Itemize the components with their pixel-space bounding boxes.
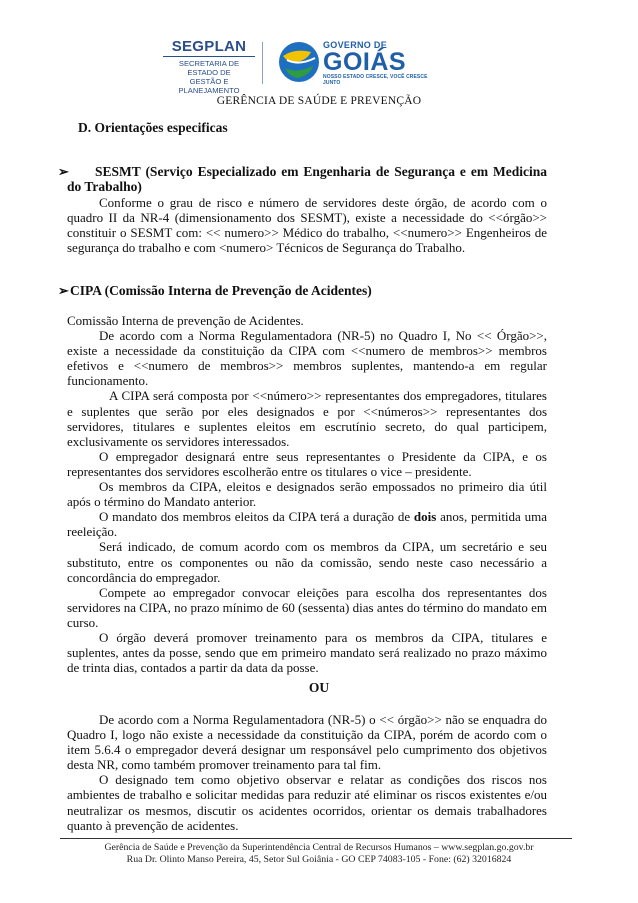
goias-logo xyxy=(323,40,433,86)
section-d-title: D. Orientações especificas xyxy=(78,120,228,135)
arrowhead-bullet-icon: ➢ xyxy=(58,164,69,179)
alt-paragraph-2: O designado tem como objetivo observar e relatar as condições dos riscos nos ambientes de trabalho e solicitar medidas para reduzir até eliminar os riscos existentes e/ou neutralizar os mesmos, discutir os acidentes ocorridos, orientar os demais trabalhadores quanto à prevenção de acidentes. xyxy=(67,772,547,833)
ou-separator: OU xyxy=(308,680,330,695)
header-logos xyxy=(0,38,638,95)
cipa-paragraph-3: O empregador designará entre seus representantes o Presidente da CIPA, e os representantes dos servidores escolherão entre os titulares o vice – presidente. xyxy=(67,448,547,479)
goias-top: GOVERNO DE xyxy=(323,40,388,50)
footer-line-2: Rua Dr. Olinto Manso Pereira, 45, Setor Sul Goiânia - GO CEP 74083-105 - Fone: (62) 32016824 xyxy=(126,854,512,865)
page-footer xyxy=(0,842,638,866)
alt-paragraph-1: De acordo com a Norma Regulamentadora (NR-5) o << órgão>> não se enquadra do Quadro I, logo não existe a necessidade da constituição da CIPA, porém de acordo com o item 5.6.4 o empregador deverá designar um responsável pelo cumprimento dos objetivos desta NR, como também promover treinamento para tal fim. xyxy=(67,712,547,773)
footer-line-1: Gerência de Saúde e Prevenção da Superintendência Central de Recursos Humanos – www.segplan.go.gov.br xyxy=(104,842,534,853)
sesmt-heading-text: SESMT (Serviço Especializado em Engenharia de Segurança e em Medicina do Trabalho) xyxy=(67,164,547,195)
goias-name: GOIÁS xyxy=(323,48,407,76)
segplan-subtitle xyxy=(163,56,255,95)
logo-divider xyxy=(262,42,263,84)
segplan-subtitle-line2: GESTÃO E PLANEJAMENTO xyxy=(178,77,240,95)
cipa-heading xyxy=(58,283,372,299)
sesmt-body xyxy=(67,195,547,255)
cipa-p5-text-c: anos, permitida uma reeleição. xyxy=(67,509,547,540)
cipa-heading-text: CIPA (Comissão Interna de Prevenção de Acidentes) xyxy=(70,283,372,298)
cipa-body xyxy=(67,313,547,675)
goias-slogan: NOSSO ESTADO CRESCE, VOCÊ CRESCE JUNTO xyxy=(323,74,428,86)
cipa-paragraph-1: De acordo com a Norma Regulamentadora (NR-5) no Quadro I, No << Órgão>>, existe a necessidade da constituição da CIPA com <<numero de membros>> membros efetivos e <<numero de membros>> membros suplentes, mantendo-a em regular funcionamento. xyxy=(67,328,547,389)
sesmt-paragraph: Conforme o grau de risco e número de servidores deste órgão, de acordo com o quadro II da NR-4 (dimensionamento dos SESMT), existe a necessidade do <<órgão>> constituir o SESMT com: << numero>> Médico do trabalho, <<numero>> Engenheiros de segurança do trabalho e com <numero> Técnicos de Segurança do Trabalho. xyxy=(67,195,547,256)
arrowhead-bullet-icon: ➢ xyxy=(58,283,69,298)
alternative-body xyxy=(67,712,547,833)
cipa-paragraph-5 xyxy=(67,509,547,539)
globe-logo-icon xyxy=(277,40,321,84)
cipa-paragraph-2: A CIPA será composta por <<número>> representantes dos empregadores, titulares e suplentes que serão por eles designados e por <<números>> representantes dos servidores, titulares e suplentes eleitos em escrutínio secreto, do qual participem, exclusivamente os servidores interessados. xyxy=(67,388,547,449)
sesmt-heading xyxy=(58,164,547,195)
segplan-subtitle-line1: SECRETARIA DE ESTADO DE xyxy=(178,59,240,77)
cipa-paragraph-6: Será indicado, de comum acordo com os membros da CIPA, um secretário e seu substituto, entre os componentes ou não da comissão, sendo neste caso necessário a concordância do empregador. xyxy=(67,539,547,585)
cipa-paragraph-0: Comissão Interna de prevenção de Acidentes. xyxy=(67,313,304,328)
page-header-title: GERÊNCIA DE SAÚDE E PREVENÇÃO xyxy=(216,95,422,107)
footer-divider xyxy=(60,838,572,839)
segplan-name: SEGPLAN xyxy=(171,38,247,55)
cipa-paragraph-4: Os membros da CIPA, eleitos e designados serão empossados no primeiro dia útil após o término do Mandato anterior. xyxy=(67,479,547,510)
cipa-p5-text-a: O mandato dos membros eleitos da CIPA terá a duração de xyxy=(99,509,414,525)
cipa-paragraph-8: O órgão deverá promover treinamento para os membros da CIPA, titulares e suplentes, antes da posse, sendo que em primeiro mandato será realizado no prazo máximo de trinta dias, contados a partir da data da posse. xyxy=(67,629,547,676)
segplan-logo xyxy=(163,38,255,95)
cipa-paragraph-7: Compete ao empregador convocar eleições para escolha dos representantes dos servidores na CIPA, no prazo mínimo de 60 (sessenta) dias antes do término do mandato em curso. xyxy=(67,584,547,630)
cipa-p5-bold: dois xyxy=(413,509,437,525)
